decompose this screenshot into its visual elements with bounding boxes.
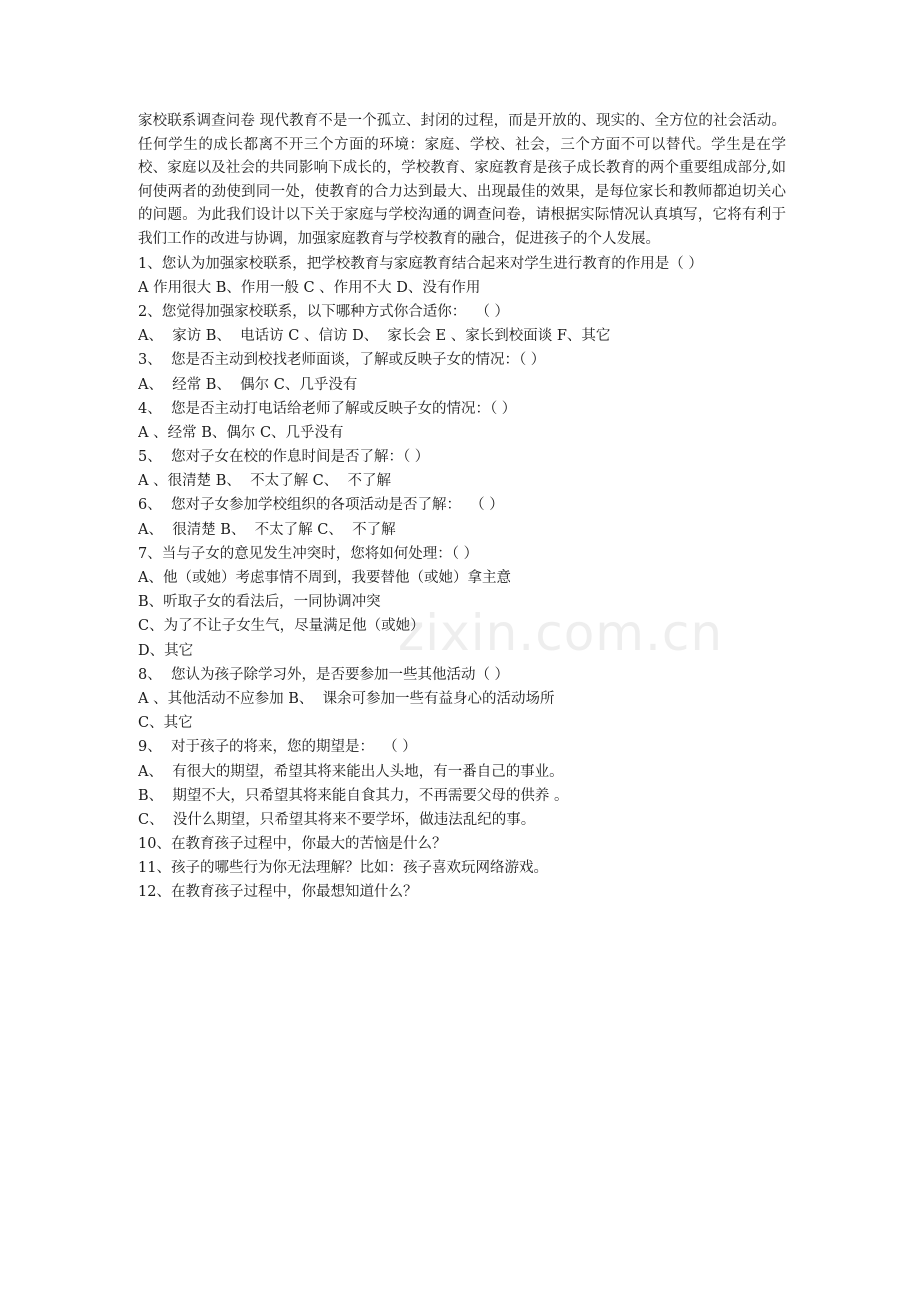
question-7: 7、当与子女的意见发生冲突时，您将如何处理：（ ）	[138, 545, 479, 562]
question-7-option-b: B、听取子女的看法后，一同协调冲突	[138, 594, 381, 611]
question-2-options: A、 家访 B、 电话访 C 、信访 D、 家长会 E 、家长到校面谈 F、其它	[138, 328, 611, 345]
question-3-options: A、 经常 B、 偶尔 C、几乎没有	[138, 376, 358, 393]
question-6-options: A、 很清楚 B、 不太了解 C、 不了解	[138, 521, 396, 538]
question-1-options: A 作用很大 B、作用一般 C 、作用不大 D、没有作用	[138, 279, 481, 296]
question-3: 3、 您是否主动到校找老师面谈，了解或反映子女的情况：（ ）	[138, 352, 546, 369]
question-6: 6、 您对子女参加学校组织的各项活动是否了解： （ ）	[138, 497, 504, 514]
question-4: 4、 您是否主动打电话给老师了解或反映子女的情况：（ ）	[138, 400, 517, 417]
watermark: zixin.com.cn	[398, 604, 724, 662]
questionnaire-content	[138, 110, 786, 905]
question-5-options: A 、很清楚 B、 不太了解 C、 不了解	[138, 473, 391, 490]
question-9-option-c: C、 没什么期望，只希望其将来不要学坏，做违法乱纪的事。	[138, 811, 536, 828]
question-8-option-c: C、其它	[138, 715, 193, 732]
question-1: 1、您认为加强家校联系，把学校教育与家庭教育结合起来对学生进行教育的作用是（ ）	[138, 255, 703, 272]
question-5: 5、 您对子女在校的作息时间是否了解：（ ）	[138, 449, 430, 466]
question-8-options: A 、其他活动不应参加 B、 课余可参加一些有益身心的活动场所	[138, 690, 555, 707]
question-12: 12、在教育孩子过程中，你最想知道什么？	[138, 884, 418, 901]
question-8: 8、 您认为孩子除学习外，是否要参加一些其他活动（ ）	[138, 666, 510, 683]
question-2: 2、您觉得加强家校联系，以下哪种方式你合适你： （ ）	[138, 303, 510, 320]
question-9: 9、 对于孩子的将来，您的期望是： （ ）	[138, 739, 417, 756]
question-11: 11、孩子的哪些行为你无法理解？比如：孩子喜欢玩网络游戏。	[138, 860, 548, 877]
question-7-option-d: D、其它	[138, 642, 194, 659]
question-9-option-a: A、 有很大的期望，希望其将来能出人头地，有一番自己的事业。	[138, 763, 564, 780]
question-4-options: A 、经常 B、偶尔 C、几乎没有	[138, 424, 344, 441]
question-9-option-b: B、 期望不大，只希望其将来能自食其力，不再需要父母的供养 。	[138, 787, 569, 804]
question-7-option-a: A、他（或她）考虑事情不周到，我要替他（或她）拿主意	[138, 570, 511, 586]
question-7-option-c: C、为了不让子女生气，尽量满足他（或她）	[138, 618, 425, 635]
question-10: 10、在教育孩子过程中，你最大的苦恼是什么？	[138, 836, 447, 853]
intro-paragraph: 家校联系调查问卷 现代教育不是一个孤立、封闭的过程，而是开放的、现实的、全方位的社会活动。任何学生的成长都离不开三个方面的环境：家庭、学校、社会，三个方面不可以替代。学生是在学校、家庭以及社会的共同影响下成长的，学校教育、家庭教育是孩子成长教育的两个重要组成部分,如何使两者的劲使到同一处，使教育的合力达到最大、出现最佳的效果，是每位家长和教师都迫切关心的问题。为此我们设计以下关于家庭与学校沟通的调查问卷，请根据实际情况认真填写，它将有利于我们工作的改进与协调，加强家庭教育与学校教育的融合，促进孩子的个人发展。	[138, 113, 786, 247]
